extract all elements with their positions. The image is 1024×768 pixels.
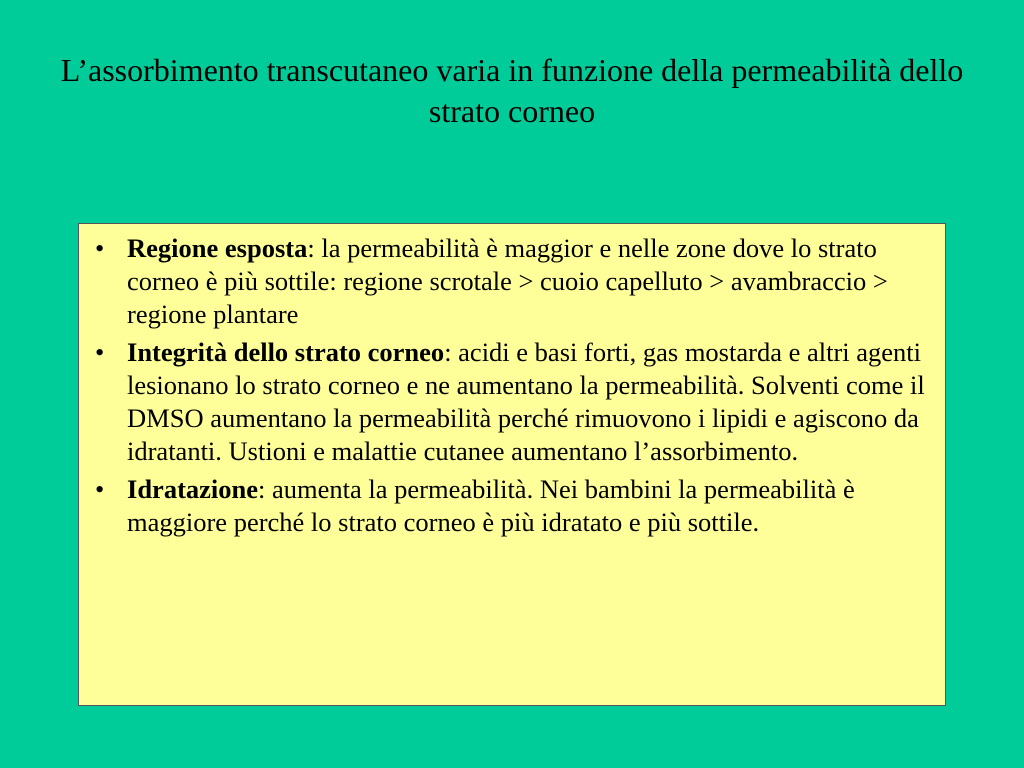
- bullet-item-idratazione: [89, 473, 931, 539]
- bullet-list: [89, 232, 931, 539]
- bullet-item-integrita: [89, 336, 931, 468]
- bullet-dot-icon: •: [95, 474, 105, 504]
- bullet-term: Integrità dello strato corneo: [127, 337, 445, 367]
- slide-title: L’assorbimento transcutaneo varia in funzione della permeabilità dello strato corneo: [60, 52, 964, 129]
- bullet-text: : la permeabilità è maggior e nelle zone dove lo strato corneo è più sottile: regione scrotale > cuoio capelluto > avambraccio > regione plantare: [127, 233, 888, 329]
- content-box: [78, 223, 946, 706]
- bullet-dot-icon: •: [95, 233, 105, 263]
- bullet-text: : acidi e basi forti, gas mostarda e altri agenti lesionano lo strato corneo e ne aumentano la permeabilità. Solventi come il DMSO aumentano la permeabilità perché rimuovono i lipidi e agiscono da idratanti. Ustioni e malattie cutanee aumentano l’assorbimento.: [127, 337, 925, 466]
- bullet-term: Regione esposta: [127, 233, 308, 263]
- bullet-dot-icon: •: [95, 337, 105, 367]
- bullet-term: Idratazione: [127, 474, 259, 504]
- bullet-item-regione-esposta: [89, 232, 931, 331]
- bullet-text: : aumenta la permeabilità. Nei bambini la permeabilità è maggiore perché lo strato corneo è più idratato e più sottile.: [127, 474, 855, 537]
